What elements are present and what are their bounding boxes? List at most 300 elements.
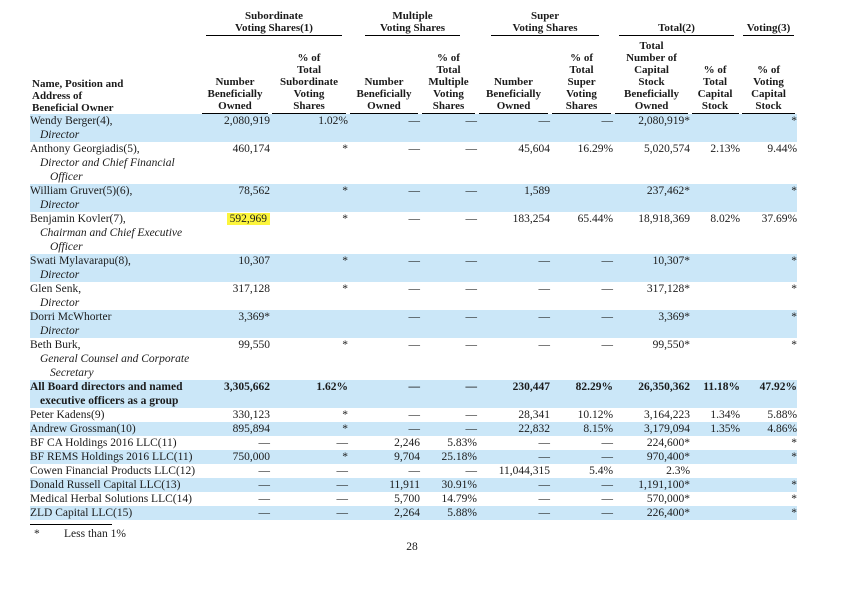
table-row	[30, 478, 797, 492]
cell-super-number: —	[538, 493, 551, 505]
cell-super-number: 45,604	[518, 143, 551, 155]
owner-cell	[30, 506, 200, 520]
cell-mult-pct: —	[465, 381, 478, 393]
column-header-total-capital-pct	[690, 36, 740, 114]
cell-total-number: 26,350,362	[638, 381, 691, 393]
column-header-line: Voting	[433, 88, 464, 100]
group-header-label	[491, 10, 600, 36]
owner-cell	[30, 338, 200, 380]
owner-cell	[30, 408, 200, 422]
cell-mult-number: —	[408, 255, 420, 267]
owner-position: Director	[40, 269, 80, 281]
cell-sub-pct: *	[342, 143, 348, 155]
column-header-super-pct	[550, 36, 613, 114]
group-header-line: Total(2)	[658, 22, 695, 34]
column-header-mult-pct	[420, 36, 477, 114]
cell-sub-pct: *	[342, 451, 348, 463]
column-header-label	[552, 52, 611, 114]
cell-super-pct: —	[601, 115, 614, 127]
column-header-sub-pct	[270, 36, 348, 114]
group-header-label	[743, 22, 793, 36]
cell-mult-pct: —	[465, 465, 478, 477]
cell-total-number: 317,128*	[646, 283, 691, 295]
column-header-line: Capital	[634, 64, 669, 76]
column-header-line: Beneficially	[486, 88, 541, 100]
cell-mult-number: —	[408, 185, 420, 197]
column-header-line: % of	[437, 52, 460, 64]
cell-mult-pct: —	[465, 115, 478, 127]
column-header-line: Number	[215, 76, 255, 88]
column-header-label	[272, 52, 345, 114]
cell-total-number: 237,462*	[646, 185, 691, 197]
column-header-line: Stock	[755, 100, 782, 112]
owner-position: Director	[40, 199, 80, 211]
owner-cell	[30, 114, 200, 142]
cell-sub-number: —	[258, 437, 270, 449]
cell-mult-number: —	[408, 213, 420, 225]
cell-total-number: 3,164,223	[644, 409, 691, 421]
cell-super-number: 28,341	[518, 409, 551, 421]
cell-sub-pct: —	[336, 507, 348, 519]
cell-voting-pct	[740, 464, 797, 478]
cell-mult-pct: —	[465, 255, 478, 267]
column-header-total-number	[613, 36, 690, 114]
owner-position: Officer	[50, 171, 83, 183]
cell-total-capital-pct	[690, 436, 740, 450]
owner-name: Peter Kadens(9)	[30, 409, 105, 421]
group-header-line: Voting Shares(1)	[235, 22, 313, 34]
group-header-label	[619, 22, 733, 36]
cell-super-number: —	[538, 339, 551, 351]
cell-mult-pct: —	[465, 185, 478, 197]
table-row	[30, 310, 797, 338]
cell-super-pct: —	[601, 283, 614, 295]
cell-total-capital-pct	[690, 492, 740, 506]
table-row	[30, 506, 797, 520]
cell-total-capital-pct: 1.35%	[710, 423, 741, 435]
cell-voting-pct: *	[791, 311, 798, 323]
owner-cell	[30, 450, 200, 464]
owner-name: William Gruver(5)(6),	[30, 185, 133, 197]
cell-sub-pct: *	[342, 409, 348, 421]
cell-mult-number: —	[408, 465, 420, 477]
cell-sub-number: 895,894	[232, 423, 270, 435]
owner-cell	[30, 380, 200, 408]
cell-mult-number: 2,264	[394, 507, 420, 519]
cell-mult-number: 11,911	[389, 479, 420, 491]
cell-voting-pct: *	[791, 507, 798, 519]
table-row	[30, 422, 797, 436]
cell-super-number: 183,254	[512, 213, 551, 225]
cell-sub-number: 750,000	[232, 451, 270, 463]
column-header-line: % of	[297, 52, 321, 64]
column-header-line: Owned	[496, 100, 531, 112]
cell-mult-pct: —	[465, 423, 478, 435]
owner-cell	[30, 142, 200, 184]
column-header-line: Total	[703, 76, 728, 88]
cell-total-capital-pct	[690, 338, 740, 380]
cell-super-pct: —	[601, 437, 614, 449]
cell-voting-pct: 37.69%	[761, 213, 798, 225]
cell-mult-pct: —	[465, 213, 478, 225]
column-header-voting-pct	[740, 36, 797, 114]
cell-mult-pct: —	[465, 339, 478, 351]
table-row	[30, 142, 797, 184]
cell-mult-pct: 5.88%	[447, 507, 478, 519]
cell-total-number: 570,000*	[646, 493, 691, 505]
owner-cell	[30, 184, 200, 212]
cell-voting-pct: *	[791, 185, 798, 197]
owner-position: Director	[40, 129, 80, 141]
cell-mult-number: —	[408, 409, 420, 421]
cell-sub-pct: *	[342, 283, 348, 295]
cell-sub-pct: 1.62%	[316, 381, 348, 393]
column-header-line: Owned	[634, 100, 669, 112]
group-header-label	[206, 10, 342, 36]
footnote	[30, 524, 126, 541]
owner-name: Andrew Grossman(10)	[30, 423, 136, 435]
cell-super-number: 22,832	[518, 423, 551, 435]
column-header-line: Capital	[697, 88, 733, 100]
owner-cell	[30, 282, 200, 310]
beneficial-ownership-table	[30, 10, 797, 520]
column-header-label	[202, 76, 268, 114]
column-header-label	[350, 76, 418, 114]
group-header-cell	[348, 10, 477, 36]
cell-mult-pct: —	[465, 143, 478, 155]
cell-super-pct: 8.15%	[583, 423, 614, 435]
cell-total-number: 99,550*	[652, 339, 691, 351]
cell-sub-number: 10,307	[238, 255, 270, 267]
cell-sub-pct: *	[342, 255, 348, 267]
owner-name: Wendy Berger(4),	[30, 115, 113, 127]
cell-mult-number: 5,700	[394, 493, 420, 505]
column-header-line: Stock	[701, 100, 729, 112]
cell-voting-pct: *	[791, 115, 798, 127]
cell-super-number: —	[538, 451, 551, 463]
cell-sub-pct: *	[342, 339, 348, 351]
table-row	[30, 282, 797, 310]
cell-super-pct: 16.29%	[577, 143, 614, 155]
group-header-line: Super	[530, 10, 560, 22]
cell-total-number: 5,020,574	[644, 143, 691, 155]
cell-mult-pct: —	[465, 283, 478, 295]
cell-super-number: —	[538, 115, 551, 127]
column-header-line: Voting	[566, 88, 597, 100]
cell-total-capital-pct	[690, 450, 740, 464]
owner-position: Officer	[50, 241, 83, 253]
table-row	[30, 464, 797, 478]
group-header-line: Subordinate	[244, 10, 304, 22]
group-header-cell	[30, 10, 200, 36]
owner-name: BF CA Holdings 2016 LLC(11)	[30, 437, 177, 449]
cell-sub-pct: —	[336, 479, 348, 491]
cell-total-number: 2,080,919*	[638, 115, 691, 127]
cell-sub-number: 460,174	[232, 143, 270, 155]
cell-sub-number: —	[258, 493, 270, 505]
column-header-line: Name, Position and	[32, 78, 124, 90]
footnote-text: Less than 1%	[64, 528, 126, 540]
group-header-cell	[740, 10, 797, 36]
cell-total-capital-pct: 11.18%	[703, 381, 741, 393]
cell-super-pct: 65.44%	[577, 213, 614, 225]
cell-mult-pct: 25.18%	[441, 451, 478, 463]
cell-voting-pct: 9.44%	[767, 143, 798, 155]
owner-name: Glen Senk,	[30, 283, 82, 295]
cell-voting-pct: *	[791, 451, 798, 463]
owner-cell	[30, 478, 200, 492]
cell-mult-number: —	[408, 381, 420, 393]
owner-name: All Board directors and named	[30, 381, 183, 393]
cell-total-number: 18,918,369	[638, 213, 691, 225]
owner-cell	[30, 464, 200, 478]
column-header-line: Total	[436, 64, 461, 76]
cell-super-number: —	[538, 437, 551, 449]
column-header-line: Voting	[293, 88, 325, 100]
group-header-line: Voting(3)	[746, 22, 791, 34]
cell-total-capital-pct	[690, 464, 740, 478]
cell-mult-number: —	[408, 339, 420, 351]
cell-mult-number: —	[408, 311, 420, 323]
column-header-label	[30, 78, 200, 114]
column-header-row	[30, 36, 797, 114]
column-header-line: Shares	[565, 100, 598, 112]
column-header-mult-number	[348, 36, 420, 114]
owner-name: Anthony Georgiadis(5),	[30, 143, 140, 155]
group-header-label	[365, 10, 460, 36]
cell-total-number: 970,400*	[646, 451, 691, 463]
cell-super-number: —	[538, 311, 551, 323]
table-header	[30, 10, 797, 114]
cell-mult-number: 9,704	[394, 451, 420, 463]
column-header-line: Address of	[32, 90, 83, 102]
owner-position: Director	[40, 325, 80, 337]
table-row	[30, 254, 797, 282]
group-header-line: Multiple	[392, 10, 433, 22]
cell-sub-number: 317,128	[232, 283, 270, 295]
cell-total-capital-pct	[690, 254, 740, 282]
column-header-line: Owned	[218, 100, 252, 112]
cell-total-capital-pct	[690, 310, 740, 338]
cell-sub-pct	[270, 310, 348, 338]
column-header-line: Multiple	[428, 76, 469, 88]
table-body	[30, 114, 797, 520]
cell-sub-number: 3,305,662	[224, 381, 270, 393]
owner-name-line2: executive officers as a group	[40, 395, 179, 407]
column-header-line: % of	[570, 52, 593, 64]
owner-name: Dorri McWhorter	[30, 311, 112, 323]
cell-voting-pct: *	[791, 493, 798, 505]
column-header-line: % of	[703, 64, 727, 76]
cell-voting-pct: 4.86%	[767, 423, 798, 435]
cell-sub-pct: —	[336, 437, 348, 449]
cell-sub-number: 3,369*	[238, 311, 270, 323]
owner-name: Swati Mylavarapu(8),	[30, 255, 131, 267]
table-row	[30, 338, 797, 380]
cell-super-pct: —	[601, 451, 614, 463]
column-header-label	[422, 52, 476, 114]
cell-sub-number: —	[258, 465, 270, 477]
cell-mult-number: —	[408, 143, 420, 155]
owner-name: BF REMS Holdings 2016 LLC(11)	[30, 451, 193, 463]
cell-total-capital-pct	[690, 184, 740, 212]
column-header-line: Capital	[751, 88, 786, 100]
cell-super-pct: —	[601, 493, 614, 505]
cell-super-number: 230,447	[512, 381, 551, 393]
column-header-line: Total	[296, 64, 322, 76]
cell-total-capital-pct	[690, 114, 740, 142]
group-header-cell	[477, 10, 613, 36]
owner-name: Cowen Financial Products LLC(12)	[30, 465, 196, 477]
cell-sub-pct: 1.02%	[318, 115, 348, 127]
column-header-super-number	[477, 36, 550, 114]
cell-total-number: 3,179,094	[644, 423, 691, 435]
cell-sub-number	[200, 212, 270, 254]
cell-sub-number: 99,550	[238, 339, 270, 351]
owner-cell	[30, 436, 200, 450]
cell-super-number: —	[538, 255, 551, 267]
cell-voting-pct: *	[791, 479, 798, 491]
group-header-line: Voting Shares	[379, 22, 446, 34]
column-header-owner	[30, 36, 200, 114]
cell-sub-number: 2,080,919	[224, 115, 270, 127]
column-header-line: Shares	[432, 100, 465, 112]
cell-sub-pct: *	[342, 213, 348, 225]
footnote-marker: *	[34, 528, 40, 540]
column-header-line: Beneficial Owner	[32, 102, 114, 114]
share-class-group-header-row	[30, 10, 797, 36]
cell-mult-number: —	[408, 115, 420, 127]
group-header-cell	[200, 10, 348, 36]
cell-total-capital-pct: 2.13%	[710, 143, 741, 155]
cell-mult-number: —	[408, 423, 420, 435]
owner-position: Director and Chief Financial	[40, 157, 175, 169]
table-row	[30, 380, 797, 408]
cell-sub-pct: —	[336, 493, 348, 505]
column-header-label	[479, 76, 548, 114]
cell-sub-number: 330,123	[232, 409, 270, 421]
footnote-divider	[30, 524, 112, 525]
cell-super-pct: —	[601, 339, 614, 351]
column-header-line: Total	[569, 64, 594, 76]
owner-cell	[30, 310, 200, 338]
cell-sub-number: 78,562	[238, 185, 270, 197]
table-row	[30, 436, 797, 450]
column-header-line: Number	[493, 76, 534, 88]
cell-super-number: —	[538, 507, 551, 519]
cell-voting-pct: *	[791, 437, 798, 449]
column-header-line: Shares	[293, 100, 325, 112]
cell-total-number: 10,307*	[652, 255, 691, 267]
owner-name: Beth Burk,	[30, 339, 81, 351]
cell-mult-pct: 5.83%	[447, 437, 478, 449]
cell-total-number: 2.3%	[666, 465, 691, 477]
cell-super-pct	[550, 184, 613, 212]
column-header-label	[692, 64, 739, 114]
cell-total-capital-pct: 1.34%	[710, 409, 741, 421]
owner-position: Director	[40, 297, 80, 309]
cell-voting-pct: *	[791, 255, 798, 267]
cell-sub-number: —	[258, 479, 270, 491]
cell-sub-pct: *	[342, 423, 348, 435]
column-header-line: Voting	[753, 76, 784, 88]
owner-position: General Counsel and Corporate	[40, 353, 190, 365]
column-header-line: % of	[757, 64, 780, 76]
owner-name: ZLD Capital LLC(15)	[30, 507, 133, 519]
column-header-line: Number	[364, 76, 404, 88]
owner-name: Benjamin Kovler(7),	[30, 213, 126, 225]
cell-mult-pct: —	[465, 409, 478, 421]
column-header-line: Beneficially	[207, 88, 263, 100]
cell-sub-pct: *	[342, 185, 348, 197]
owner-cell	[30, 492, 200, 506]
owner-name: Medical Herbal Solutions LLC(14)	[30, 493, 192, 505]
cell-super-pct: —	[601, 507, 614, 519]
cell-total-capital-pct	[690, 282, 740, 310]
cell-super-pct: —	[601, 255, 614, 267]
cell-super-pct: 82.29%	[575, 381, 614, 393]
cell-super-number: —	[538, 479, 551, 491]
cell-super-number: —	[538, 283, 551, 295]
owner-cell	[30, 422, 200, 436]
owner-position: Secretary	[50, 367, 94, 379]
owner-position: Chairman and Chief Executive	[40, 227, 183, 239]
cell-voting-pct: *	[791, 283, 798, 295]
cell-total-number: 1,191,100*	[638, 479, 691, 491]
owner-cell	[30, 254, 200, 282]
page-number: 28	[406, 541, 418, 553]
cell-total-number: 3,369*	[658, 311, 691, 323]
cell-total-capital-pct	[690, 506, 740, 520]
group-header-line: Voting Shares	[512, 22, 578, 34]
column-header-line: Number of	[626, 52, 677, 64]
cell-super-pct: —	[601, 311, 614, 323]
cell-mult-pct: —	[465, 311, 478, 323]
cell-sub-pct: —	[336, 465, 348, 477]
cell-voting-pct: 5.88%	[767, 409, 798, 421]
cell-sub-number: —	[258, 507, 270, 519]
table-row	[30, 212, 797, 254]
column-header-sub-number	[200, 36, 270, 114]
table-row	[30, 184, 797, 212]
cell-voting-pct: 47.92%	[759, 381, 798, 393]
column-header-line: Beneficially	[356, 88, 412, 100]
column-header-line: Subordinate	[279, 76, 339, 88]
cell-super-pct: 10.12%	[577, 409, 614, 421]
cell-super-pct: 5.4%	[589, 465, 614, 477]
cell-super-pct: —	[601, 479, 614, 491]
owner-cell	[30, 212, 200, 254]
cell-total-number: 226,400*	[646, 507, 691, 519]
cell-total-capital-pct: 8.02%	[710, 213, 741, 225]
column-header-line: Owned	[367, 100, 401, 112]
table-row	[30, 450, 797, 464]
column-header-line: Total	[639, 40, 664, 52]
cell-mult-number: —	[408, 283, 420, 295]
cell-mult-pct: 30.91%	[441, 479, 478, 491]
cell-mult-number: 2,246	[394, 437, 420, 449]
cell-total-capital-pct	[690, 478, 740, 492]
cell-voting-pct: *	[791, 339, 798, 351]
column-header-line: Beneficially	[624, 88, 680, 100]
table-row	[30, 492, 797, 506]
highlighted-value: 592,969	[227, 213, 270, 225]
table-row	[30, 114, 797, 142]
column-header-line: Super	[567, 76, 596, 88]
group-header-cell	[613, 10, 740, 36]
cell-super-number: 11,044,315	[498, 465, 551, 477]
table-row	[30, 408, 797, 422]
